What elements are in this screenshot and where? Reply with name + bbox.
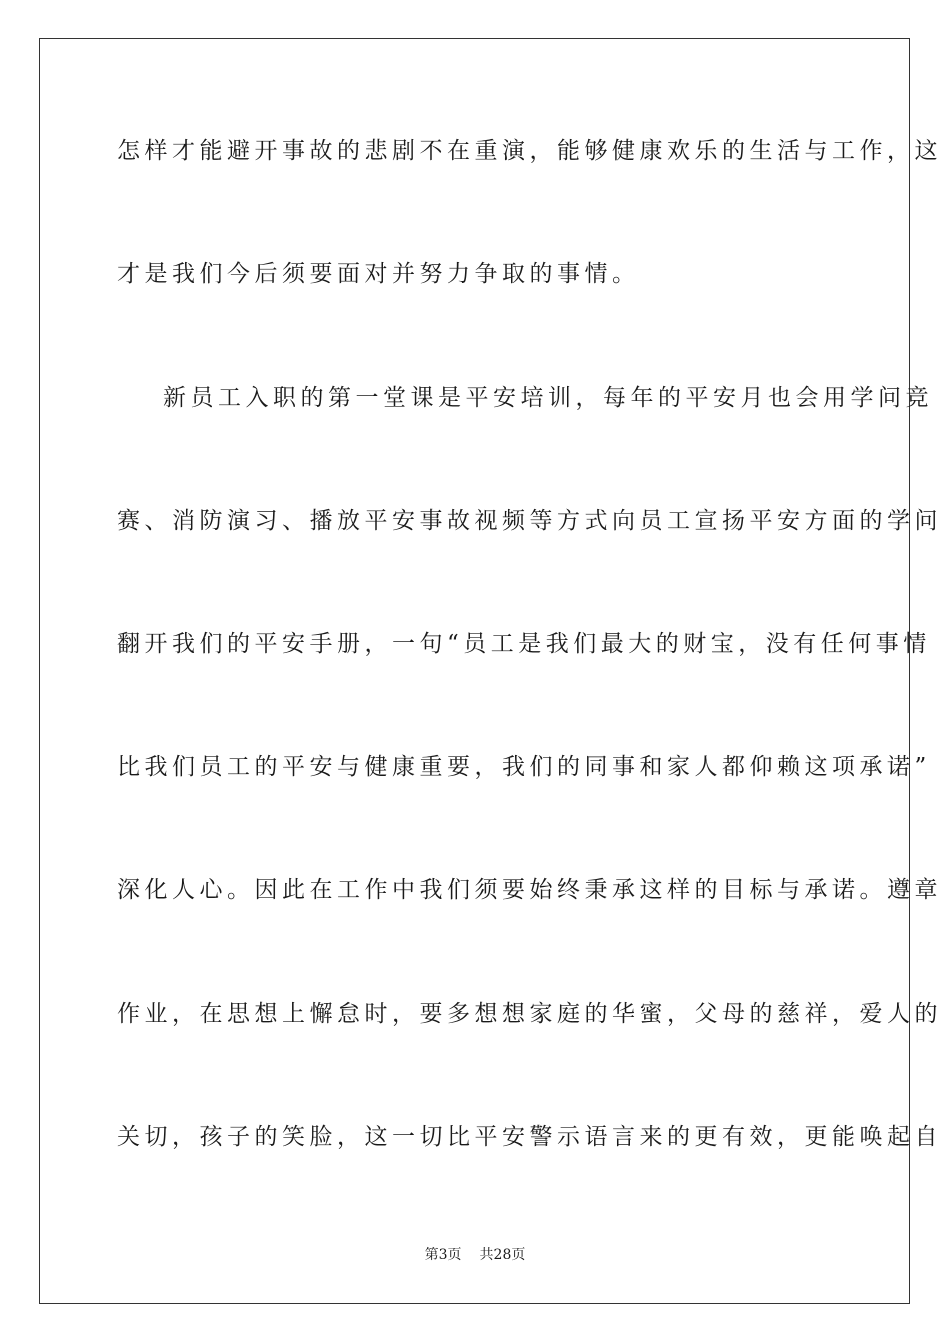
- body-text-line: 才是我们今后须要面对并努力争取的事情。: [117, 261, 640, 287]
- paragraph-first-line: 新员工入职的第一堂课是平安培训，每年的平安月也会用学问竞: [163, 385, 933, 411]
- body-text-line: 比我们员工的平安与健康重要，我们的同事和家人都仰赖这项承诺”: [117, 754, 931, 780]
- body-text-line: 赛、消防演习、播放平安事故视频等方式向员工宣扬平安方面的学问: [117, 508, 942, 534]
- page-footer: [0, 1246, 950, 1264]
- body-text-line: 怎样才能避开事故的悲剧不在重演，能够健康欢乐的生活与工作，这: [117, 138, 942, 164]
- body-text-line: 深化人心。因此在工作中我们须要始终秉承这样的目标与承诺。遵章: [117, 877, 942, 903]
- page-frame: [39, 38, 942, 1304]
- body-text-line: 关切，孩子的笑脸，这一切比平安警示语言来的更有效，更能唤起自: [117, 1124, 942, 1150]
- page-total: 共28页: [479, 1247, 526, 1263]
- page-number: 第3页: [424, 1247, 462, 1263]
- body-text-line: 翻开我们的平安手册，一句“员工是我们最大的财宝，没有任何事情: [117, 631, 931, 657]
- body-text-line: 作业，在思想上懈怠时，要多想想家庭的华蜜，父母的慈祥，爱人的: [117, 1001, 942, 1027]
